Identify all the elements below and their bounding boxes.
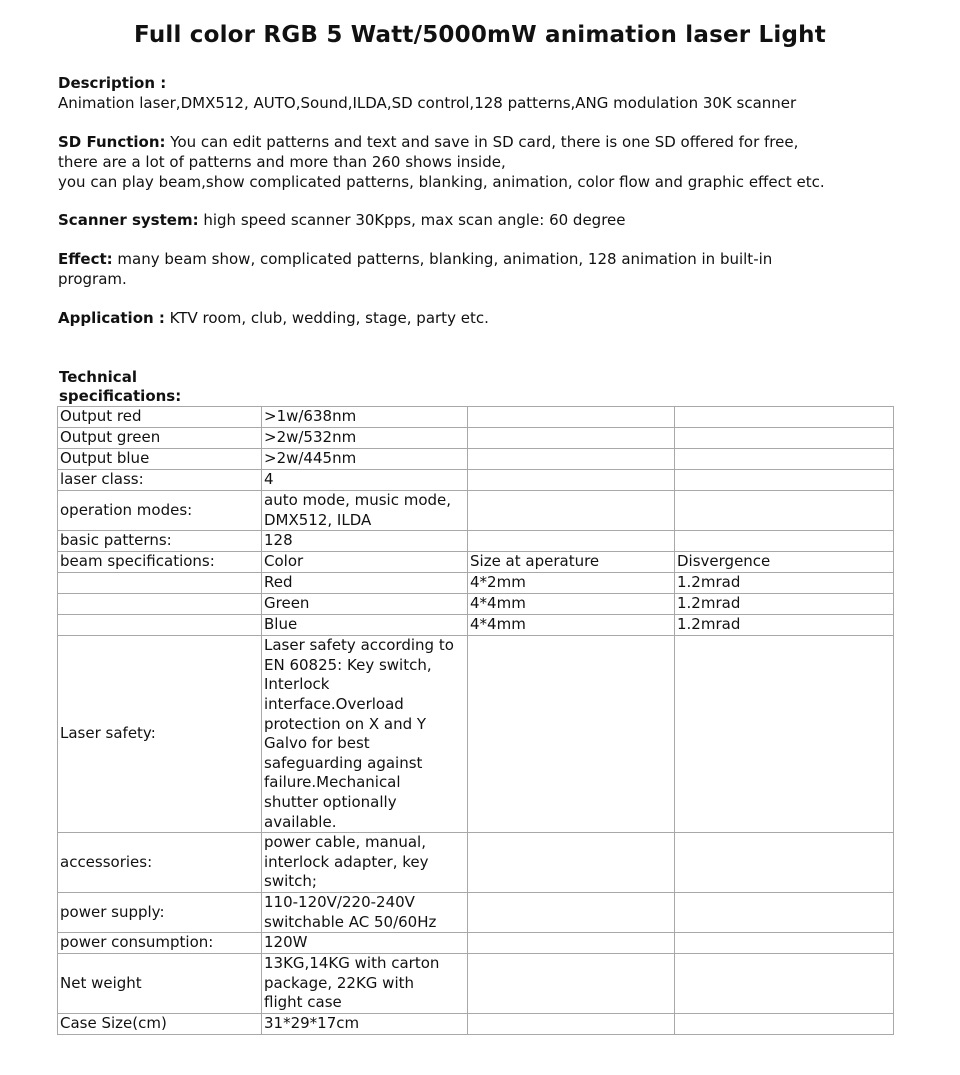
- spec-label-cell: Laser safety:: [58, 636, 262, 833]
- spec-extra-cell: [468, 491, 675, 531]
- effect-text-2: program.: [58, 270, 127, 288]
- spec-value-cell: [262, 428, 468, 449]
- effect-section: [58, 249, 918, 289]
- spec-extra-cell: 4*2mm: [468, 573, 675, 594]
- spec-extra-cell: 4*4mm: [468, 594, 675, 615]
- spec-value-line: 128: [264, 531, 293, 550]
- table-row: [58, 428, 894, 449]
- spec-value-line: shutter optionally: [264, 792, 397, 811]
- table-row: [58, 636, 894, 833]
- spec-extra-cell: [675, 892, 894, 932]
- spec-extra-cell: [675, 1013, 894, 1034]
- spec-extra-cell: Size at aperature: [468, 552, 675, 573]
- spec-value-line: failure.Mechanical: [264, 773, 401, 792]
- spec-extra-cell: [468, 407, 675, 428]
- spec-value-line: auto mode, music mode,: [264, 491, 452, 509]
- sd-function-text-1: You can edit patterns and text and save in SD card, there is one SD offered for free,: [165, 133, 799, 151]
- spec-label-cell: operation modes:: [58, 491, 262, 531]
- spec-value-line: protection on X and Y: [264, 714, 427, 733]
- spec-value-line: Galvo for best: [264, 734, 370, 753]
- spec-value-cell: [262, 491, 468, 531]
- spec-value-line: >2w/532nm: [264, 428, 357, 446]
- spec-value-cell: [262, 594, 468, 615]
- sd-function-text-2: there are a lot of patterns and more than 260 shows inside,: [58, 153, 506, 171]
- spec-label-cell: Output red: [58, 407, 262, 428]
- spec-extra-cell: [675, 531, 894, 552]
- spec-value-line: Laser safety according to: [264, 636, 454, 655]
- application-label: Application :: [58, 309, 165, 327]
- spec-value-line: flight case: [264, 993, 342, 1012]
- tech-specs-heading-line-1: Technical: [59, 368, 137, 386]
- spec-extra-cell: [468, 833, 675, 893]
- spec-extra-cell: [468, 470, 675, 491]
- spec-value-line: Blue: [264, 615, 298, 634]
- spec-value-line: Green: [264, 594, 310, 613]
- spec-label-cell: Output green: [58, 428, 262, 449]
- spec-value-line: switchable AC 50/60Hz: [264, 912, 437, 931]
- spec-label-cell: power consumption:: [58, 933, 262, 954]
- spec-extra-cell: [675, 491, 894, 531]
- spec-label-cell: basic patterns:: [58, 531, 262, 552]
- table-row: [58, 933, 894, 954]
- spec-extra-cell: 1.2mrad: [675, 594, 894, 615]
- spec-extra-cell: [675, 833, 894, 893]
- spec-value-line: Interlock: [264, 675, 330, 694]
- specs-table-body: [58, 407, 894, 1035]
- application-section: [58, 308, 918, 328]
- spec-value-cell: [262, 933, 468, 954]
- table-row: [58, 573, 894, 594]
- spec-label-cell: power supply:: [58, 892, 262, 932]
- sd-function-label: SD Function:: [58, 133, 166, 151]
- spec-value-cell: [262, 636, 468, 833]
- table-row: [58, 1013, 894, 1034]
- spec-extra-cell: 4*4mm: [468, 615, 675, 636]
- spec-extra-cell: [675, 954, 894, 1014]
- spec-extra-cell: Disvergence: [675, 552, 894, 573]
- spec-extra-cell: [468, 531, 675, 552]
- spec-extra-cell: [468, 1013, 675, 1034]
- spec-value-cell: [262, 531, 468, 552]
- spec-value-line: 120W: [264, 933, 308, 952]
- spec-label-cell: [58, 573, 262, 594]
- table-row: [58, 470, 894, 491]
- spec-extra-cell: [675, 428, 894, 449]
- spec-value-cell: [262, 552, 468, 573]
- spec-value-cell: [262, 449, 468, 470]
- page-title: Full color RGB 5 Watt/5000mW animation laser Light: [134, 22, 826, 48]
- scanner-section: [58, 210, 918, 230]
- spec-label-cell: laser class:: [58, 470, 262, 491]
- sd-function-section: [58, 132, 918, 192]
- spec-value-line: >2w/445nm: [264, 449, 357, 467]
- spec-value-line: 110-120V/220-240V: [264, 892, 415, 911]
- effect-text-1: many beam show, complicated patterns, blanking, animation, 128 animation in built-in: [112, 250, 773, 268]
- table-row: [58, 594, 894, 615]
- table-row: [58, 615, 894, 636]
- tech-specs-heading: [59, 368, 259, 406]
- spec-value-line: switch;: [264, 872, 317, 891]
- spec-value-line: safeguarding against: [264, 753, 423, 772]
- spec-value-cell: [262, 954, 468, 1014]
- specs-table: [57, 406, 894, 1035]
- scanner-label: Scanner system:: [58, 211, 199, 229]
- spec-extra-cell: [468, 636, 675, 833]
- spec-extra-cell: [675, 636, 894, 833]
- spec-label-cell: Case Size(cm): [58, 1013, 262, 1034]
- table-row: [58, 449, 894, 470]
- spec-value-cell: [262, 407, 468, 428]
- spec-extra-cell: [675, 470, 894, 491]
- table-row: [58, 552, 894, 573]
- description-label: Description :: [58, 74, 167, 92]
- spec-label-cell: [58, 594, 262, 615]
- application-text: KTV room, club, wedding, stage, party etc.: [164, 309, 489, 327]
- spec-value-line: 31*29*17cm: [264, 1013, 360, 1032]
- spec-label-cell: [58, 615, 262, 636]
- spec-value-cell: [262, 615, 468, 636]
- sd-function-text-3: you can play beam,show complicated patterns, blanking, animation, color flow and graphic effect etc.: [58, 173, 825, 191]
- spec-extra-cell: [468, 954, 675, 1014]
- spec-value-cell: [262, 470, 468, 491]
- spec-value-line: DMX512, ILDA: [264, 510, 372, 529]
- spec-value-line: 4: [264, 470, 274, 488]
- spec-extra-cell: [468, 449, 675, 470]
- spec-label-cell: Output blue: [58, 449, 262, 470]
- spec-extra-cell: 1.2mrad: [675, 573, 894, 594]
- spec-value-line: power cable, manual,: [264, 833, 426, 852]
- description-section: [58, 73, 918, 113]
- spec-extra-cell: [675, 407, 894, 428]
- scanner-text: high speed scanner 30Kpps, max scan angle: 60 degree: [198, 211, 626, 229]
- spec-value-line: Red: [264, 573, 293, 592]
- spec-extra-cell: [675, 933, 894, 954]
- spec-value-cell: [262, 892, 468, 932]
- table-row: [58, 491, 894, 531]
- spec-value-line: package, 22KG with: [264, 973, 414, 992]
- spec-value-cell: [262, 573, 468, 594]
- spec-extra-cell: [468, 892, 675, 932]
- spec-value-line: available.: [264, 812, 337, 831]
- spec-value-line: Color: [264, 552, 304, 571]
- spec-value-line: interface.Overload: [264, 694, 404, 713]
- spec-label-cell: Net weight: [58, 954, 262, 1014]
- table-row: [58, 407, 894, 428]
- spec-extra-cell: 1.2mrad: [675, 615, 894, 636]
- spec-label-cell: beam specifications:: [58, 552, 262, 573]
- spec-extra-cell: [675, 449, 894, 470]
- spec-extra-cell: [468, 933, 675, 954]
- spec-label-cell: accessories:: [58, 833, 262, 893]
- table-row: [58, 892, 894, 932]
- spec-value-line: >1w/638nm: [264, 407, 357, 425]
- description-text: Animation laser,DMX512, AUTO,Sound,ILDA,SD control,128 patterns,ANG modulation 30K scanner: [58, 94, 797, 112]
- table-row: [58, 954, 894, 1014]
- spec-value-cell: [262, 833, 468, 893]
- spec-extra-cell: [468, 428, 675, 449]
- effect-label: Effect:: [58, 250, 113, 268]
- table-row: [58, 531, 894, 552]
- table-row: [58, 833, 894, 893]
- spec-value-line: 13KG,14KG with carton: [264, 954, 440, 973]
- spec-value-line: interlock adapter, key: [264, 852, 429, 871]
- spec-value-line: EN 60825: Key switch,: [264, 655, 432, 674]
- spec-value-cell: [262, 1013, 468, 1034]
- tech-specs-heading-line-2: specifications:: [59, 387, 182, 405]
